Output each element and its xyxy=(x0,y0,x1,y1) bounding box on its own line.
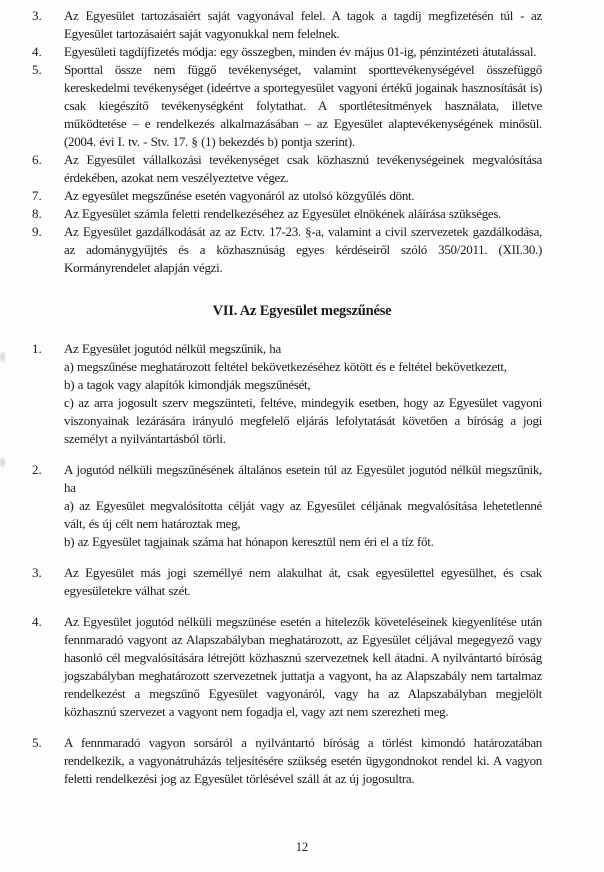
item-paragraph: a) megszűnése meghatározott feltétel bekövetkezéséhez kötött és e feltétel bekövetkezett, xyxy=(64,359,507,374)
numbered-item xyxy=(32,187,542,205)
item-body xyxy=(64,43,542,61)
item-paragraph: Az Egyesület számla feletti rendelkezéséhez az Egyesület elnökének aláírása szükséges. xyxy=(64,206,502,221)
item-paragraph: Egyesületi tagdíjfizetés módja: egy összegben, minden év május 01-ig, pénzintézeti átutalással. xyxy=(64,44,537,59)
item-number: 9. xyxy=(32,224,42,239)
numbered-item xyxy=(32,613,542,721)
item-number: 5. xyxy=(32,62,42,77)
item-number: 7. xyxy=(32,188,42,203)
item-number: 3. xyxy=(32,565,42,580)
item-paragraph: Az Egyesület vállalkozási tevékenységet csak közhasznú tevékenységeinek megvalósítása érdekében, azokat nem veszélyeztetve végez. xyxy=(64,152,542,185)
item-paragraph: Az Egyesület jogutód nélkül megszűnik, ha xyxy=(64,341,281,356)
item-paragraph: c) az arra jogosult szerv megszünteti, feltéve, mindegyik esetben, hogy az Egyesület vagyoni viszonyainak lezárására irányuló megfelelő eljárás lefolytatását követően a bíróság a jogi személyt a nyilvántartásból törli. xyxy=(64,395,542,446)
numbered-item xyxy=(32,205,542,223)
item-body xyxy=(64,205,542,223)
item-number: 4. xyxy=(32,44,42,59)
item-body xyxy=(64,564,542,600)
item-body xyxy=(64,61,542,151)
item-paragraph: A fennmaradó vagyon sorsáról a nyilvántartó bíróság a törlést kimondó határozatában rendelkezik, a vagyonátruházás teljesítésére szükség esetén ügygondnokot rendel ki. A vagyon feletti rendelkezési jog az Egyesület törlésével száll át az új jogosultra. xyxy=(64,735,542,786)
item-number: 6. xyxy=(32,152,42,167)
section-heading: VII. Az Egyesület megszűnése xyxy=(212,303,392,319)
item-body xyxy=(64,461,542,551)
numbered-list-section-vii xyxy=(32,340,542,788)
numbered-item xyxy=(32,734,542,788)
item-body xyxy=(64,7,542,43)
item-body xyxy=(64,734,542,788)
item-body xyxy=(64,613,542,721)
item-number: 3. xyxy=(32,8,42,23)
numbered-item xyxy=(32,461,542,551)
item-number: 1. xyxy=(32,341,42,356)
item-paragraph: a) az Egyesület megvalósította célját vagy az Egyesület céljának megvalósítása lehetetlenné vált, és új célt nem határoztak meg, xyxy=(64,498,542,531)
page-number: 12 xyxy=(295,840,309,854)
item-paragraph: Az Egyesület gazdálkodását az az Ectv. 17-23. §-a, valamint a civil szervezetek gazdálkodása, az adománygyűjtés és a közhasznúság egyes kérdéseiről szóló 350/2011. (XII.30.) Kormányrendelet alapján végzi. xyxy=(64,224,542,275)
scan-artifact xyxy=(0,352,5,362)
numbered-item xyxy=(32,7,542,43)
numbered-item xyxy=(32,43,542,61)
item-number: 5. xyxy=(32,735,42,750)
item-number: 4. xyxy=(32,614,42,629)
item-paragraph: Sporttal össze nem függő tevékenységet, valamint sporttevékenységével összefüggő kereskedelmi tevékenységet (ideértve a sportegyesület vagyoni értékű jogainak hasznosítását is) csak kiegészítő tevékenységként folytathat. A sportlétesítmények használata, illetve működtetése – e rendelkezés alkalmazásában – az Egyesület alaptevékenységének minősül. (2004. évi I. tv. - Stv. 17. § (1) bekezdés b) pontja szerint). xyxy=(64,62,542,149)
item-paragraph: Az Egyesület tartozásaiért saját vagyonával felel. A tagok a tagdíj megfizetésén túl - az Egyesület tartozásaiért saját vagyonukkal nem felelnek. xyxy=(64,8,542,41)
item-paragraph: b) az Egyesület tagjainak száma hat hónapon keresztül nem éri el a tíz főt. xyxy=(64,534,434,549)
numbered-item xyxy=(32,151,542,187)
item-number: 2. xyxy=(32,462,42,477)
numbered-item xyxy=(32,564,542,600)
scan-artifact xyxy=(0,458,5,467)
numbered-item xyxy=(32,340,542,448)
item-paragraph: Az Egyesület más jogi személlyé nem alakulhat át, csak egyesülettel egyesülhet, és csak egyesületekre válhat szét. xyxy=(64,565,542,598)
item-paragraph: Az egyesület megszűnése esetén vagyonáról az utolsó közgyűlés dönt. xyxy=(64,188,415,203)
item-paragraph: Az Egyesület jogutód nélküli megszünése esetén a hitelezők követeléseinek kiegyenlítése után fennmaradó vagyont az Alapszabályban meghatározott, az Egyesület céljával megegyező vagy hasonló cél megvalósítására létrejött közhasznú szervezetnek kell átadni. A nyilvántartó bíróság jogszabályban meghatározott szervezetnek juttatja a vagyont, ha az Alapszabály nem tartalmaz rendelkezést a megszűnő Egyesület vagyonáról, vagy ha az Alapszabályban megjelölt közhasznú szervezet a vagyont nem fogadja el, vagy azt nem szerezheti meg. xyxy=(64,614,542,719)
item-number: 8. xyxy=(32,206,42,221)
item-paragraph: b) a tagok vagy alapítók kimondják megszűnését, xyxy=(64,377,311,392)
item-body xyxy=(64,340,542,448)
item-paragraph: A jogutód nélküli megszűnésének általános esetein túl az Egyesület jogutód nélkül megszűnik, ha xyxy=(64,462,542,495)
numbered-item xyxy=(32,61,542,151)
item-body xyxy=(64,223,542,277)
numbered-list-continued xyxy=(32,7,542,277)
item-body xyxy=(64,187,542,205)
item-body xyxy=(64,151,542,187)
numbered-item xyxy=(32,223,542,277)
